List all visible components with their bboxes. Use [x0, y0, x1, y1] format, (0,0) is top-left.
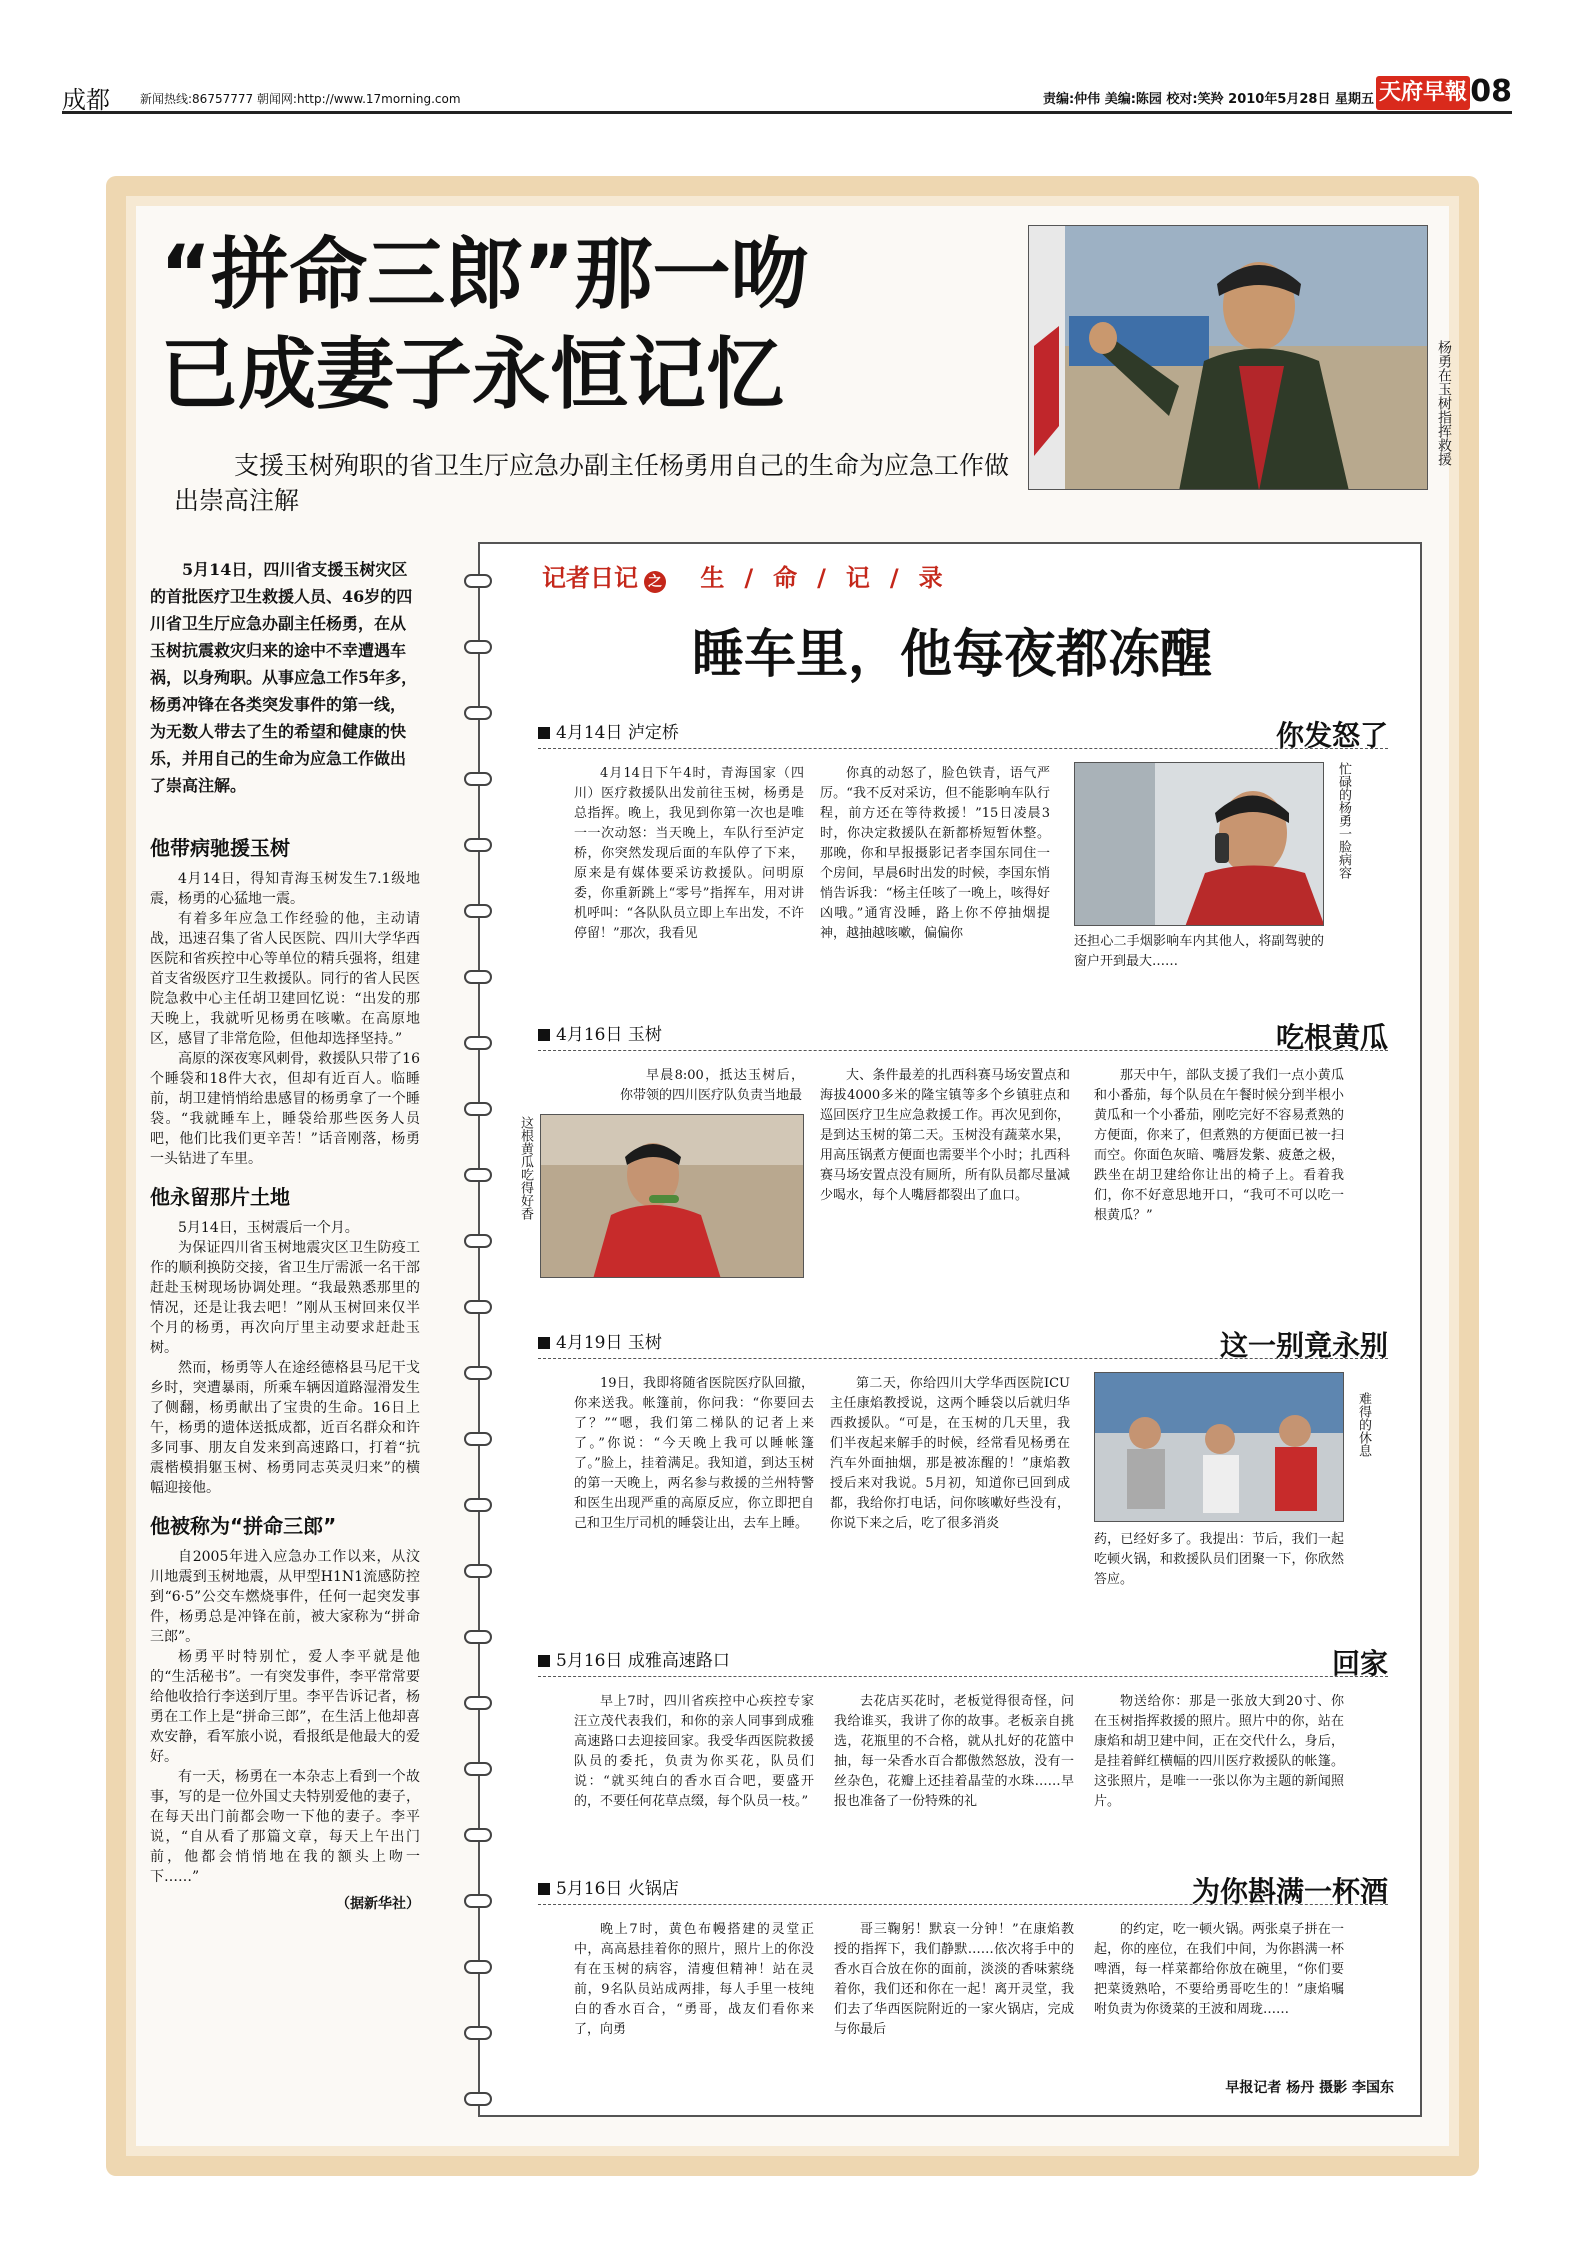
hotline-text: 新闻热线:86757777 朝闻网:http://www.17morning.com [140, 92, 461, 106]
entry-rule [538, 1904, 1388, 1905]
binder-ring [464, 706, 492, 720]
entry-photo [1074, 762, 1324, 926]
binder-ring [464, 772, 492, 786]
entry-rule [538, 1358, 1388, 1359]
series-char: 录 [918, 564, 943, 592]
entry-rule [538, 748, 1388, 749]
binder-ring [464, 1696, 492, 1710]
binder-ring [464, 1894, 492, 1908]
entry-photo-image [1095, 1373, 1344, 1522]
left-column [150, 820, 420, 1913]
binder-ring [464, 1366, 492, 1380]
entry-rule [538, 1050, 1388, 1051]
entry-title: 你发怒了 [1275, 719, 1388, 752]
staff-credits: 责编:仲伟 美编:陈园 校对:笑羚 2010年5月28日 星期五 [1042, 92, 1374, 107]
entry-column: 晚上7时，黄色布幔搭建的灵堂正中，高高悬挂着你的照片，照片上的你没有在玉树的病容，清瘦但精神！站在灵前，9名队员站成两排，每人手里一枝纯白的香水百合，“勇哥，战友们看你来了，向勇 [574, 1922, 814, 2037]
entry-column: 大、条件最差的扎西科赛马场安置点和海拔4000多米的隆宝镇等多个乡镇驻点和巡回医疗卫生应急救援工作。再次见到你，是到达玉树的第二天。玉树没有蔬菜水果，用高压锅煮方便面也需要半个小时；扎西科赛马场安置点没有厕所，所有队员都尽量减少喝水，每个人嘴唇都裂出了血口。 [820, 1068, 1070, 1203]
binder-ring [464, 838, 492, 852]
left-heading-3: 他被称为“拼命三郎” [150, 1514, 337, 1538]
newspaper-logo: 天府早報 [1376, 76, 1470, 110]
series-char: 生 [700, 564, 725, 592]
headline-line2: 已成妻子永恒记忆 [160, 330, 785, 420]
entry-column: 物送给你：那是一张放大到20寸、你在玉树指挥救援的照片。照片中的你，站在康焰和胡卫建中间，正在交代什么，身后，是挂着鲜红横幅的四川医疗救援队的帐篷。这张照片，是唯一一张以你为主题的新闻照片。 [1094, 1694, 1344, 1809]
entry-photo [540, 1114, 804, 1278]
lede: 5月14日，四川省支援玉树灾区的首批医疗卫生救援人员、46岁的四川省卫生厅应急办副主任杨勇，在从玉树抗震救灾归来的途中不幸遭遇车祸，以身殉职。从事应急工作5年多，杨勇冲锋在各类突发事件的第一线，为无数人带去了生的希望和健康的快乐，并用自己的生命为应急工作做出了崇高注解。 [150, 560, 418, 795]
binder-ring [464, 1762, 492, 1776]
binder-ring [464, 1234, 492, 1248]
page-number: 08 [1470, 74, 1512, 109]
binder-ring [464, 1168, 492, 1182]
headline-line1: “拼命三郎”那一吻 [160, 230, 809, 320]
diary-label-mark: 之 [644, 571, 666, 593]
left-paragraph: 5月14日，玉树震后一个月。 [178, 1220, 359, 1236]
entry-column: 你真的动怒了，脸色铁青，语气严厉。“我不反对采访，但不能影响车队行程，前方还在等待救援！”15日凌晨3时，你决定救援队在新都桥短暂休整。那晚，你和早报摄影记者李国东同住一个房间，早晨6时出发的时候，李国东悄悄告诉我：“杨主任咳了一晚上，咳得好凶哦。”通宵没睡，路上你不停抽烟提神，越抽越咳嗽，偏偏你 [820, 766, 1050, 941]
binder-ring [464, 1102, 492, 1116]
left-paragraph: 为保证四川省玉树地震灾区卫生防疫工作的顺利换防交接，省卫生厅需派一名干部赶赴玉树现场协调处理。“我最熟悉那里的情况，还是让我去吧！”刚从玉树回来仅半个月的杨勇，再次向厅里主动要求赶赴玉树。 [150, 1240, 420, 1356]
entry-photo [1094, 1372, 1344, 1522]
main-photo [1028, 225, 1428, 490]
entry-rule [538, 1676, 1388, 1677]
binder-ring [464, 904, 492, 918]
entry-title: 这一别竟永别 [1219, 1329, 1388, 1362]
entry-column: 4月14日下午4时，青海国家（四川）医疗救援队出发前往玉树，杨勇是总指挥。晚上，我见到你第一次也是唯一一次动怒：当天晚上，车队行至泸定桥，你突然发现后面的车队停了下来，原来是有媒体要采访救援队。问明原委，你重新跳上“零号”指挥车，用对讲机呼叫：“各队队员立即上车出发，不许停留！”那次，我看见 [574, 766, 804, 941]
entry-column: 第二天，你给四川大学华西医院ICU主任康焰教授说，这两个睡袋以后就归华西救援队。“可是，在玉树的几天里，我们半夜起来解手的时候，经常看见杨勇在汽车外面抽烟，那是被冻醒的！”康焰教授后来对我说。5月初，知道你已回到成都，我给你打电话，问你咳嗽好些没有，你说下来之后，吃了很多消炎 [830, 1376, 1070, 1531]
entry-photo-caption: 难得的休息 [1356, 1392, 1371, 1457]
entry-tag: 5月16日 成雅高速路口 [538, 1650, 730, 1672]
entry-photo-caption: 这根黄瓜吃得好香 [518, 1116, 533, 1220]
diary-entry-2 [518, 1021, 1388, 1294]
left-paragraph: 有一天，杨勇在一本杂志上看到一个故事，写的是一位外国丈夫特别爱他的妻子，在每天出门前都会吻一下他的妻子。李平说，“自从看了那篇文章，每天上午出门前，他都会悄悄地在我的额头上吻一下……” [150, 1769, 420, 1885]
left-paragraph: 有着多年应急工作经验的他，主动请战，迅速召集了省人民医院、四川大学华西医院和省疾控中心等单位的精兵强将，组建首支省级医疗卫生救援队。同行的省人民医院急救中心主任胡卫建回忆说：“出发的那天晚上，我就听见杨勇在咳嗽。在高原地区，感冒了非常危险，但他却选择坚持。” [150, 911, 420, 1047]
binder-ring [464, 574, 492, 588]
entry-photo-image [541, 1115, 804, 1278]
entry-column: 19日，我即将随省医院医疗队回撤，你来送我。帐篷前，你问我：“你要回去了？”“嗯，我们第二梯队的记者上来了。”你说：“今天晚上我可以睡帐篷了。”脸上，挂着满足。我知道，到达玉树的第一天晚上，两名参与救援的兰州特警和医生出现严重的高原反应，你立即把自己和卫生厅司机的睡袋让出，去车上睡。 [574, 1376, 814, 1531]
entry-title: 回家 [1331, 1647, 1388, 1680]
diary-label: 记者日记 之 生 / 命 / 记 / 录 [542, 564, 943, 592]
left-paragraph: 自2005年进入应急办工作以来，从汶川地震到玉树地震，从甲型H1N1流感防控到“6·5”公交车燃烧事件，任何一起突发事件，杨勇总是冲锋在前，被大家称为“拼命三郎”。 [150, 1549, 420, 1645]
binder-ring [464, 970, 492, 984]
byline: 早报记者 杨丹 摄影 李国东 [1225, 2080, 1394, 2096]
left-heading-1: 他带病驰援玉树 [150, 836, 290, 860]
section-name: 成都 [62, 86, 110, 114]
left-paragraph: 然而，杨勇等人在途经德格县马尼干戈乡时，突遭暴雨，所乘车辆因道路湿滑发生了侧翻，杨勇献出了宝贵的生命。16日上午，杨勇的遗体送抵成都，近百名群众和许多同事、朋友自发来到高速路口，打着“抗震楷模捐躯玉树、杨勇同志英灵归来”的横幅迎接他。 [150, 1360, 420, 1496]
main-photo-caption: 杨勇在玉树指挥救援 [1436, 340, 1452, 466]
diary-entry-1 [538, 719, 1388, 992]
left-paragraph: 高原的深夜寒风刺骨，救援队只带了16个睡袋和18件大衣，但却有近百人。临睡前，胡卫建悄悄给患感冒的杨勇拿了一个睡袋。“我就睡车上，睡袋给那些医务人员吧，他们比我们更辛苦！”话音刚落，杨勇一头钻进了车里。 [150, 1051, 420, 1167]
entry-column: 去花店买花时，老板觉得很奇怪，问我给谁买，我讲了你的故事。老板亲自挑选，花瓶里的不合格，就从扎好的花篮中抽，每一朵香水百合都傲然怒放，没有一丝杂色，花瓣上还挂着晶莹的水珠……早报也准备了一份特殊的礼 [834, 1694, 1074, 1809]
entry-column: 早上7时，四川省疾控中心疾控专家汪立茂代表我们，和你的亲人同事到成雅高速路口去迎接回家。我受华西医院救援队员的委托，负责为你买花，队员们说：“就买纯白的香水百合吧，要盛开的，不要任何花草点缀，每个队员一枝。” [574, 1694, 814, 1809]
binder-ring [464, 1828, 492, 1842]
entry-tag: 4月16日 玉树 [538, 1024, 662, 1046]
entry-column: 那天中午，部队支援了我们一点小黄瓜和小番茄，每个队员在午餐时候分到半根小黄瓜和一个小番茄，刚吃完好不容易煮熟的方便面，你来了，但煮熟的方便面已被一扫而空。你面色灰暗、嘴唇发紫、疲惫之极，跌坐在胡卫建给你让出的椅子上。看着我们，你不好意思地开口，“我可不可以吃一根黄瓜？” [1094, 1068, 1344, 1223]
left-heading-2: 他永留那片土地 [150, 1185, 290, 1209]
entry-tag: 5月16日 火锅店 [538, 1878, 679, 1900]
entry-column: 早晨8:00，抵达玉树后，你带领的四川医疗队负责当地最 [620, 1068, 804, 1103]
main-photo-image [1029, 226, 1428, 490]
entry-title: 为你斟满一杯酒 [1191, 1875, 1388, 1908]
diary-entry-4 [538, 1647, 1388, 1850]
diary-entry-5 [538, 1875, 1388, 2098]
left-paragraph: 4月14日，得知青海玉树发生7.1级地震，杨勇的心猛地一震。 [150, 871, 420, 907]
entry-column: 药，已经好多了。我提出：节后，我们一起吃顿火锅，和救援队员们团聚一下，你欣然答应。 [1094, 1532, 1344, 1587]
diary-title: 睡车里，他每夜都冻醒 [691, 625, 1212, 685]
binder-ring [464, 1300, 492, 1314]
series-char: 记 [845, 564, 870, 592]
entry-column: 哥三鞠躬！默哀一分钟！”在康焰教授的指挥下，我们静默……依次将手中的香水百合放在你的面前，淡淡的香味萦绕着你，我们还和你在一起！离开灵堂，我们去了华西医院附近的一家火锅店，完成与你最后 [834, 1922, 1074, 2037]
entry-photo-caption: 忙碌的杨勇一脸病容 [1336, 762, 1351, 879]
diary-entry-3 [538, 1329, 1388, 1622]
source-credit: （据新华社） [336, 1896, 420, 1912]
binder-ring [464, 1498, 492, 1512]
entry-title: 吃根黄瓜 [1275, 1021, 1388, 1054]
binder-ring [464, 1432, 492, 1446]
series-char: 命 [773, 564, 798, 592]
entry-column: 的约定，吃一顿火锅。两张桌子拼在一起，你的座位，在我们中间，为你斟满一杯啤酒，每一样菜都给你放在碗里，“你们要把菜烫熟哈，不要给勇哥吃生的！”康焰嘱咐负责为你烫菜的王波和周珑…… [1094, 1922, 1344, 2017]
binder-ring [464, 1960, 492, 1974]
page-header [62, 74, 1512, 114]
binder-ring [464, 1564, 492, 1578]
diary-label-text: 记者日记 [542, 564, 638, 592]
left-paragraph: 杨勇平时特别忙，爱人李平就是他的“生活秘书”。一有突发事件，李平常常要给他收拾行李送到厅里。李平告诉记者，杨勇在工作上是“拼命三郎”，在生活上他却喜欢安静，看军旅小说，看报纸是他最大的爱好。 [150, 1649, 420, 1765]
binder-ring [464, 1630, 492, 1644]
entry-photo-image [1075, 763, 1324, 926]
entry-column: 还担心二手烟影响车内其他人，将副驾驶的窗户开到最大…… [1074, 934, 1324, 969]
subtitle: 支援玉树殉职的省卫生厅应急办副主任杨勇用自己的生命为应急工作做出崇高注解 [174, 451, 1010, 515]
binder-ring [464, 1036, 492, 1050]
entry-tag: 4月19日 玉树 [538, 1332, 662, 1354]
headline [160, 225, 1020, 425]
entry-tag: 4月14日 泸定桥 [538, 722, 679, 744]
binder-ring [464, 2026, 492, 2040]
binder-ring [464, 2092, 492, 2106]
diary-notebook [478, 542, 1422, 2117]
